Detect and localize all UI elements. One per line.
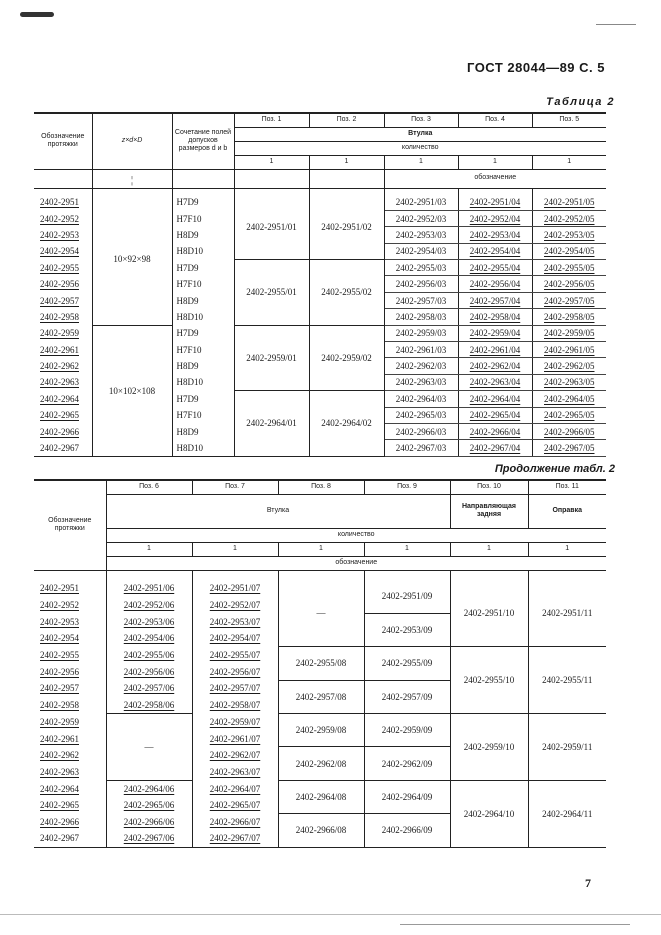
pos-5-cell: 2402-2952/05 [532, 210, 606, 226]
pos-6-cell: 2402-2956/06 [106, 663, 192, 680]
pos-9-cell: 2402-2955/09 [364, 647, 450, 680]
header-scan-mark [20, 12, 54, 17]
pos-8-cell: — [278, 580, 364, 647]
fit-cell: H7D9 [172, 325, 234, 341]
designation-cell: 2402-2952 [34, 597, 106, 614]
header2-qty-11: 1 [528, 542, 606, 556]
header2-pos-11: Поз. 11 [528, 480, 606, 494]
designation-cell: 2402-2958 [34, 309, 92, 325]
pos-5-cell: 2402-2959/05 [532, 325, 606, 341]
pos-4-cell: 2402-2953/04 [458, 227, 532, 243]
pos-1-cell: 2402-2955/01 [234, 260, 309, 326]
fit-cell: H8D10 [172, 243, 234, 259]
pos-9-cell: 2402-2959/09 [364, 714, 450, 747]
header-fit: Сочетание полей допусков размеров d и b [172, 113, 234, 169]
pos-7-cell: 2402-2957/07 [192, 680, 278, 697]
header-edge-line [596, 24, 636, 25]
header2-designation: Обозначение протяжки [34, 480, 106, 570]
pos-3-cell: 2402-2962/03 [384, 358, 458, 374]
fit-cell: H8D9 [172, 292, 234, 308]
pos-3-cell: 2402-2954/03 [384, 243, 458, 259]
fit-cell: H7F10 [172, 342, 234, 358]
header-part-name: Втулка [234, 127, 606, 141]
pos-6-cell: 2402-2952/06 [106, 597, 192, 614]
pos-5-cell: 2402-2954/05 [532, 243, 606, 259]
pos-9-cell: 2402-2964/09 [364, 780, 450, 813]
table-main [34, 112, 606, 457]
designation-cell: 2402-2957 [34, 680, 106, 697]
designation-cell: 2402-2951 [34, 580, 106, 597]
pos-5-cell: 2402-2957/05 [532, 292, 606, 308]
header-pos-2: Поз. 2 [309, 113, 384, 127]
pos-7-cell: 2402-2952/07 [192, 597, 278, 614]
header-designation: Обозначение протяжки [34, 113, 92, 169]
header-designation-label: обозначение [384, 169, 606, 188]
pos-1-cell: 2402-2964/01 [234, 391, 309, 457]
pos-3-cell: 2402-2961/03 [384, 342, 458, 358]
fit-cell: H8D10 [172, 309, 234, 325]
designation-cell: 2402-2959 [34, 325, 92, 341]
header2-qty-10: 1 [450, 542, 528, 556]
pos-9-cell: 2402-2957/09 [364, 680, 450, 713]
fit-cell: H7F10 [172, 210, 234, 226]
pos-6-cell: 2402-2957/06 [106, 680, 192, 697]
fit-cell: H7D9 [172, 194, 234, 210]
page-number: 7 [585, 876, 591, 890]
fit-cell: H7D9 [172, 391, 234, 407]
pos-1-cell: 2402-2951/01 [234, 194, 309, 260]
pos-9-cell: 2402-2962/09 [364, 747, 450, 780]
header-pos-4: Поз. 4 [458, 113, 532, 127]
pos-3-cell: 2402-2958/03 [384, 309, 458, 325]
header2-part-guide: Направляющая задняя [450, 494, 528, 528]
header-tick-mark: ¦ [130, 174, 133, 186]
pos-11-cell: 2402-2964/11 [528, 780, 606, 847]
header-pos-1: Поз. 1 [234, 113, 309, 127]
designation-cell: 2402-2956 [34, 663, 106, 680]
header-pos-5: Поз. 5 [532, 113, 606, 127]
designation-cell: 2402-2966 [34, 814, 106, 831]
designation-cell: 2402-2963 [34, 764, 106, 781]
pos-6-cell: 2402-2951/06 [106, 580, 192, 597]
header2-pos-8: Поз. 8 [278, 480, 364, 494]
header-pos-3: Поз. 3 [384, 113, 458, 127]
pos-5-cell: 2402-2967/05 [532, 440, 606, 456]
pos-3-cell: 2402-2959/03 [384, 325, 458, 341]
header2-pos-7: Поз. 7 [192, 480, 278, 494]
designation-cell: 2402-2954 [34, 243, 92, 259]
pos-9-cell: 2402-2951/09 [364, 580, 450, 613]
pos-10-cell: 2402-2964/10 [450, 780, 528, 847]
fit-cell: H8D10 [172, 374, 234, 390]
pos-4-cell: 2402-2955/04 [458, 260, 532, 276]
header2-qty-7: 1 [192, 542, 278, 556]
pos-6-cell: 2402-2954/06 [106, 630, 192, 647]
pos-7-cell: 2402-2967/07 [192, 830, 278, 847]
pos-4-cell: 2402-2952/04 [458, 210, 532, 226]
fit-cell: H7D9 [172, 260, 234, 276]
header2-pos-9: Поз. 9 [364, 480, 450, 494]
pos-4-cell: 2402-2967/04 [458, 440, 532, 456]
designation-cell: 2402-2953 [34, 227, 92, 243]
designation-cell: 2402-2951 [34, 194, 92, 210]
document-header: ГОСТ 28044—89 С. 5 [467, 60, 605, 75]
header2-part-mandrel: Оправка [528, 494, 606, 528]
pos-5-cell: 2402-2961/05 [532, 342, 606, 358]
pos-7-cell: 2402-2956/07 [192, 663, 278, 680]
pos-5-cell: 2402-2966/05 [532, 423, 606, 439]
header-qty-4: 1 [458, 155, 532, 169]
table-title: Таблица 2 [546, 96, 615, 108]
pos-5-cell: 2402-2956/05 [532, 276, 606, 292]
header2-designation-label: обозначение [106, 556, 606, 570]
pos-6-cell: 2402-2965/06 [106, 797, 192, 814]
pos-6-cell: 2402-2964/06 [106, 780, 192, 797]
designation-cell: 2402-2955 [34, 260, 92, 276]
size-cell: 10×102×108 [92, 325, 172, 456]
designation-cell: 2402-2965 [34, 797, 106, 814]
pos-6-cell: 2402-2967/06 [106, 830, 192, 847]
pos-3-cell: 2402-2953/03 [384, 227, 458, 243]
pos-3-cell: 2402-2951/03 [384, 194, 458, 210]
pos-4-cell: 2402-2956/04 [458, 276, 532, 292]
designation-cell: 2402-2956 [34, 276, 92, 292]
designation-cell: 2402-2964 [34, 780, 106, 797]
pos-6-cell: 2402-2958/06 [106, 697, 192, 714]
pos-5-cell: 2402-2963/05 [532, 374, 606, 390]
pos-6-cell: 2402-2955/06 [106, 647, 192, 664]
header2-quantity-label: количество [106, 528, 606, 542]
pos-11-cell: 2402-2955/11 [528, 647, 606, 714]
header2-qty-9: 1 [364, 542, 450, 556]
pos-5-cell: 2402-2958/05 [532, 309, 606, 325]
pos-7-cell: 2402-2966/07 [192, 814, 278, 831]
pos-3-cell: 2402-2955/03 [384, 260, 458, 276]
designation-cell: 2402-2961 [34, 730, 106, 747]
table-continuation-title: Продолжение табл. 2 [494, 463, 615, 475]
designation-cell: 2402-2967 [34, 440, 92, 456]
header-qty-1: 1 [234, 155, 309, 169]
pos-4-cell: 2402-2963/04 [458, 374, 532, 390]
pos-4-cell: 2402-2954/04 [458, 243, 532, 259]
pos-7-cell: 2402-2963/07 [192, 764, 278, 781]
fit-cell: H7F10 [172, 276, 234, 292]
pos-3-cell: 2402-2966/03 [384, 423, 458, 439]
header2-pos-10: Поз. 10 [450, 480, 528, 494]
pos-6-cell: — [106, 714, 192, 781]
pos-5-cell: 2402-2964/05 [532, 391, 606, 407]
table-continuation [34, 479, 606, 848]
pos-3-cell: 2402-2967/03 [384, 440, 458, 456]
pos-7-cell: 2402-2958/07 [192, 697, 278, 714]
header-size: z×d×D [92, 113, 172, 169]
pos-7-cell: 2402-2955/07 [192, 647, 278, 664]
pos-8-cell: 2402-2957/08 [278, 680, 364, 713]
pos-5-cell: 2402-2965/05 [532, 407, 606, 423]
designation-cell: 2402-2959 [34, 714, 106, 731]
pos-3-cell: 2402-2957/03 [384, 292, 458, 308]
pos-6-cell: 2402-2966/06 [106, 814, 192, 831]
pos-7-cell: 2402-2954/07 [192, 630, 278, 647]
pos-6-cell: 2402-2953/06 [106, 613, 192, 630]
pos-3-cell: 2402-2964/03 [384, 391, 458, 407]
pos-2-cell: 2402-2964/02 [309, 391, 384, 457]
fit-cell: H7F10 [172, 407, 234, 423]
pos-2-cell: 2402-2955/02 [309, 260, 384, 326]
footer-scan-line [400, 924, 630, 925]
pos-4-cell: 2402-2964/04 [458, 391, 532, 407]
pos-7-cell: 2402-2961/07 [192, 730, 278, 747]
pos-4-cell: 2402-2957/04 [458, 292, 532, 308]
pos-10-cell: 2402-2955/10 [450, 647, 528, 714]
designation-cell: 2402-2955 [34, 647, 106, 664]
pos-10-cell: 2402-2959/10 [450, 714, 528, 781]
pos-5-cell: 2402-2951/05 [532, 194, 606, 210]
pos-8-cell: 2402-2966/08 [278, 814, 364, 847]
designation-cell: 2402-2958 [34, 697, 106, 714]
pos-7-cell: 2402-2965/07 [192, 797, 278, 814]
pos-3-cell: 2402-2952/03 [384, 210, 458, 226]
fit-cell: H8D10 [172, 440, 234, 456]
designation-cell: 2402-2962 [34, 747, 106, 764]
pos-4-cell: 2402-2962/04 [458, 358, 532, 374]
fit-cell: H8D9 [172, 227, 234, 243]
pos-5-cell: 2402-2962/05 [532, 358, 606, 374]
header2-qty-6: 1 [106, 542, 192, 556]
header2-part-bushing: Втулка [106, 494, 450, 528]
pos-2-cell: 2402-2959/02 [309, 325, 384, 391]
footer-scan-line [0, 914, 661, 915]
fit-cell: H8D9 [172, 358, 234, 374]
designation-cell: 2402-2965 [34, 407, 92, 423]
pos-3-cell: 2402-2963/03 [384, 374, 458, 390]
pos-7-cell: 2402-2959/07 [192, 714, 278, 731]
pos-7-cell: 2402-2951/07 [192, 580, 278, 597]
designation-cell: 2402-2953 [34, 613, 106, 630]
pos-11-cell: 2402-2951/11 [528, 580, 606, 647]
pos-4-cell: 2402-2965/04 [458, 407, 532, 423]
designation-cell: 2402-2954 [34, 630, 106, 647]
pos-4-cell: 2402-2966/04 [458, 423, 532, 439]
header-qty-5: 1 [532, 155, 606, 169]
pos-5-cell: 2402-2953/05 [532, 227, 606, 243]
header2-pos-6: Поз. 6 [106, 480, 192, 494]
pos-7-cell: 2402-2953/07 [192, 613, 278, 630]
header-quantity-label: количество [234, 141, 606, 155]
designation-cell: 2402-2967 [34, 830, 106, 847]
pos-9-cell: 2402-2953/09 [364, 613, 450, 646]
size-cell: 10×92×98 [92, 194, 172, 325]
pos-4-cell: 2402-2951/04 [458, 194, 532, 210]
designation-cell: 2402-2962 [34, 358, 92, 374]
pos-8-cell: 2402-2964/08 [278, 780, 364, 813]
designation-cell: 2402-2966 [34, 423, 92, 439]
designation-cell: 2402-2963 [34, 374, 92, 390]
pos-7-cell: 2402-2964/07 [192, 780, 278, 797]
pos-9-cell: 2402-2966/09 [364, 814, 450, 847]
designation-cell: 2402-2957 [34, 292, 92, 308]
pos-8-cell: 2402-2959/08 [278, 714, 364, 747]
pos-3-cell: 2402-2965/03 [384, 407, 458, 423]
pos-3-cell: 2402-2956/03 [384, 276, 458, 292]
header-qty-2: 1 [309, 155, 384, 169]
pos-4-cell: 2402-2959/04 [458, 325, 532, 341]
fit-cell: H8D9 [172, 423, 234, 439]
pos-7-cell: 2402-2962/07 [192, 747, 278, 764]
pos-10-cell: 2402-2951/10 [450, 580, 528, 647]
pos-8-cell: 2402-2962/08 [278, 747, 364, 780]
designation-cell: 2402-2952 [34, 210, 92, 226]
pos-11-cell: 2402-2959/11 [528, 714, 606, 781]
header2-qty-8: 1 [278, 542, 364, 556]
pos-4-cell: 2402-2958/04 [458, 309, 532, 325]
pos-8-cell: 2402-2955/08 [278, 647, 364, 680]
pos-4-cell: 2402-2961/04 [458, 342, 532, 358]
pos-2-cell: 2402-2951/02 [309, 194, 384, 260]
pos-5-cell: 2402-2955/05 [532, 260, 606, 276]
designation-cell: 2402-2964 [34, 391, 92, 407]
pos-1-cell: 2402-2959/01 [234, 325, 309, 391]
designation-cell: 2402-2961 [34, 342, 92, 358]
header-qty-3: 1 [384, 155, 458, 169]
